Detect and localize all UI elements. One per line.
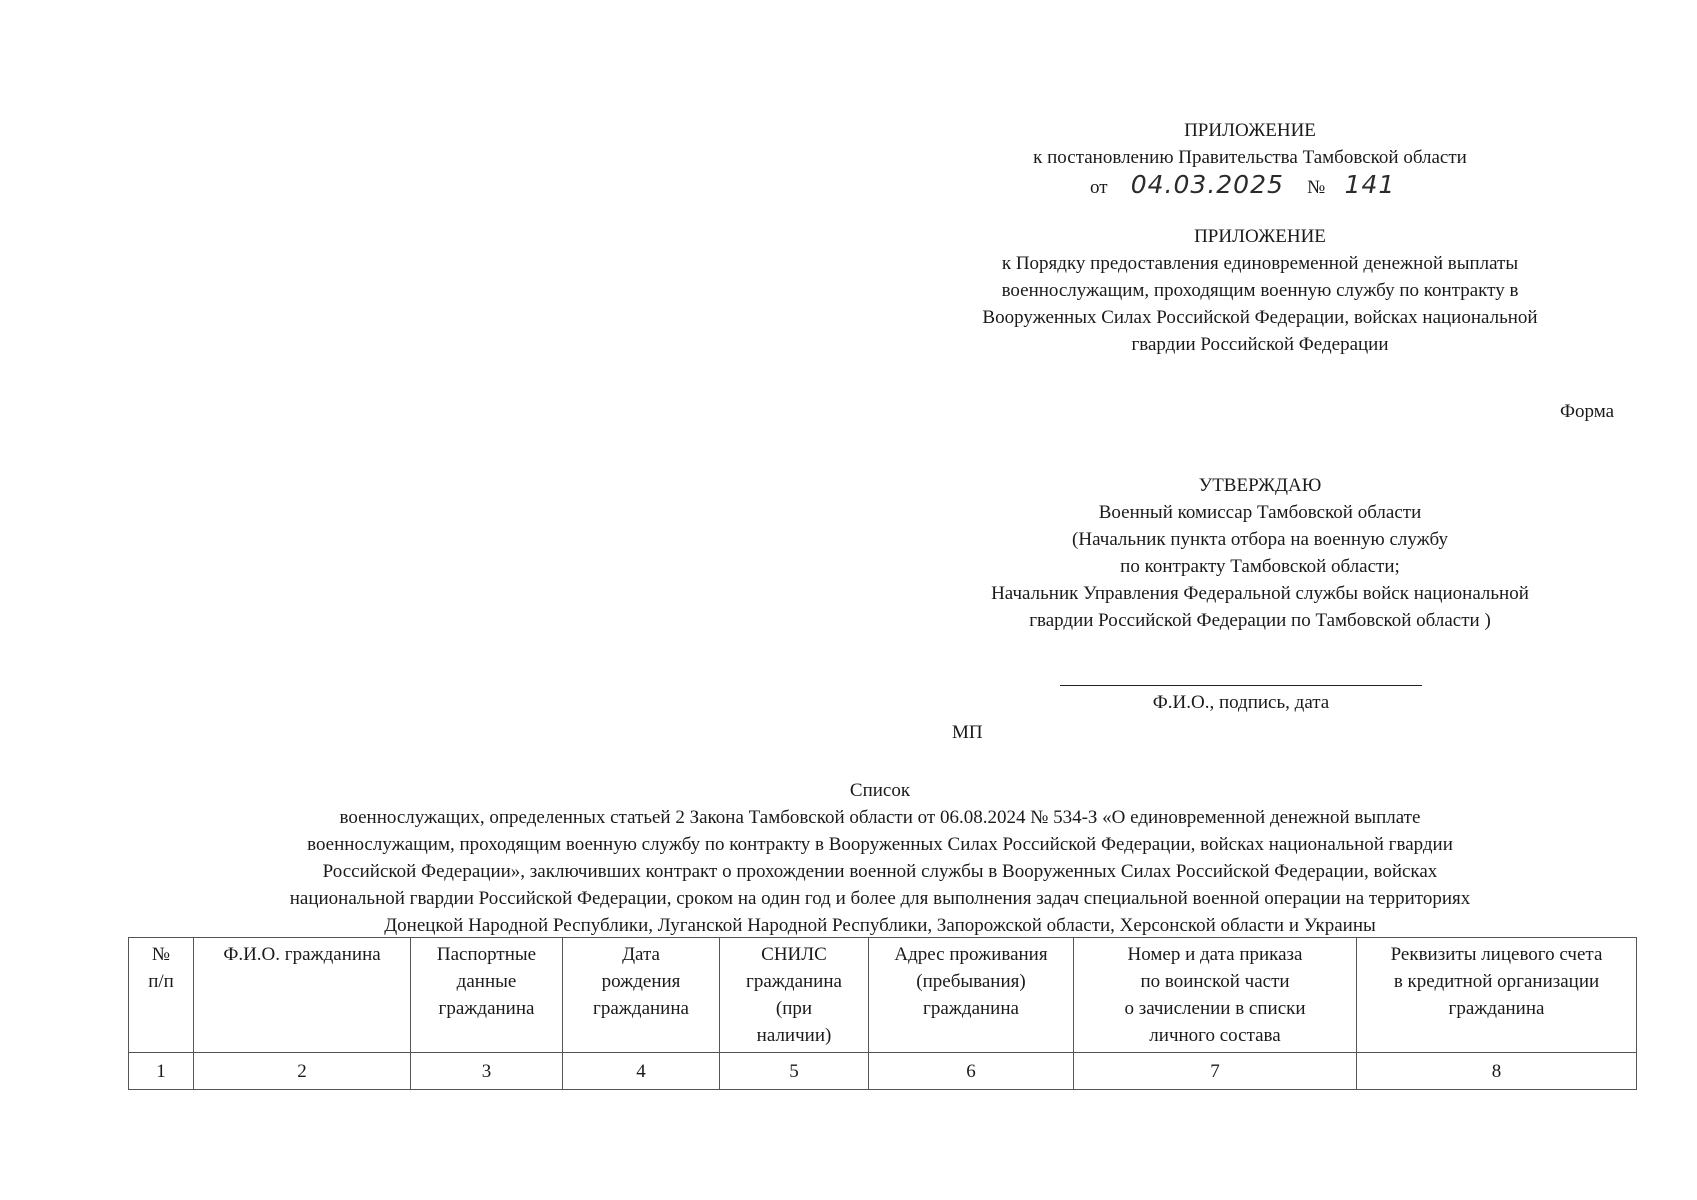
procedure-attachment-title: ПРИЛОЖЕНИЕ	[1194, 226, 1326, 247]
column-number-cell: 5	[720, 1053, 869, 1090]
list-description-line: Донецкой Народной Республики, Луганской Народной Республики, Запорожской области, Херсонской области и Украины	[384, 915, 1376, 936]
header-line: данные	[456, 971, 517, 992]
header-bank-account	[1357, 938, 1637, 1053]
header-line: СНИЛС	[761, 944, 827, 965]
decree-date-prefix: от	[1090, 177, 1108, 198]
header-line: рождения	[601, 971, 681, 992]
decree-number-sign: №	[1307, 177, 1326, 198]
header-full-name	[194, 938, 411, 1053]
procedure-attachment-block	[880, 223, 1640, 358]
header-line: гражданина	[746, 971, 842, 992]
header-line: п/п	[148, 971, 174, 992]
column-number-cell: 3	[411, 1053, 563, 1090]
column-number-cell: 4	[563, 1053, 720, 1090]
form-label: Форма	[1560, 401, 1615, 422]
column-number-cell: 7	[1074, 1053, 1357, 1090]
signature-line	[1060, 685, 1422, 686]
decree-reference-line: к постановлению Правительства Тамбовской области	[1033, 147, 1467, 168]
list-description-line: Российской Федерации», заключивших контракт о прохождении военной службы в Вооруженных Силах Российской Федерации, войсках	[322, 861, 1438, 882]
approval-block	[880, 472, 1640, 634]
servicemen-list-table	[128, 937, 1637, 1090]
seal-label: МП	[952, 722, 983, 743]
table-header-row	[129, 938, 1637, 1053]
procedure-line: Вооруженных Силах Российской Федерации, войсках национальной	[982, 307, 1538, 328]
header-line: гражданина	[438, 998, 535, 1019]
approval-line: Военный комиссар Тамбовской области	[1098, 502, 1422, 523]
list-description-line: военнослужащих, определенных статьей 2 Закона Тамбовской области от 06.08.2024 № 534-З «О единовременной денежной выплате	[339, 807, 1421, 828]
procedure-line: гвардии Российской Федерации	[1131, 334, 1389, 355]
column-number-cell: 8	[1357, 1053, 1637, 1090]
header-line: (при	[775, 998, 813, 1019]
list-description-line: военнослужащим, проходящим военную службу по контракту в Вооруженных Силах Российской Федерации, войсках национальной гвардии	[307, 834, 1453, 855]
approval-line: Начальник Управления Федеральной службы войск национальной	[991, 583, 1529, 604]
column-number-cell: 2	[194, 1053, 411, 1090]
header-address	[869, 938, 1074, 1053]
header-line: Ф.И.О. гражданина	[223, 944, 381, 965]
header-line: Паспортные	[436, 944, 537, 965]
header-line: Реквизиты лицевого счета	[1390, 944, 1603, 965]
decree-attachment-block	[960, 117, 1540, 201]
header-order	[1074, 938, 1357, 1053]
decree-date-handwritten: 04.03.2025	[1130, 170, 1284, 199]
list-description-line: национальной гвардии Российской Федерации, сроком на один год и более для выполнения задач специальной военной операции на территориях	[289, 888, 1471, 909]
header-line: в кредитной организации	[1393, 971, 1600, 992]
header-line: гражданина	[923, 998, 1019, 1019]
approval-line: (Начальник пункта отбора на военную службу	[1072, 529, 1448, 550]
table-row	[129, 1053, 1637, 1090]
decree-date-number-line	[960, 171, 1540, 201]
procedure-line: к Порядку предоставления единовременной денежной выплаты	[1001, 253, 1519, 274]
procedure-line: военнослужащим, проходящим военную службу по контракту в	[1001, 280, 1519, 301]
header-birth-date	[563, 938, 720, 1053]
approval-line: по контракту Тамбовской области;	[1120, 556, 1400, 577]
header-line: наличии)	[756, 1025, 832, 1046]
column-number-cell: 1	[129, 1053, 194, 1090]
header-snils	[720, 938, 869, 1053]
header-line: гражданина	[593, 998, 689, 1019]
list-title: Список	[849, 780, 911, 801]
decree-attachment-title: ПРИЛОЖЕНИЕ	[1184, 120, 1316, 141]
header-line: гражданина	[1448, 998, 1545, 1019]
header-line: (пребывания)	[916, 971, 1026, 992]
approval-title: УТВЕРЖДАЮ	[1198, 475, 1322, 496]
decree-number-handwritten: 141	[1344, 170, 1396, 199]
header-line: Адрес проживания	[894, 944, 1048, 965]
header-passport	[411, 938, 563, 1053]
approval-line: гвардии Российской Федерации по Тамбовской области )	[1029, 610, 1491, 631]
header-line: личного состава	[1149, 1025, 1281, 1046]
header-line: №	[151, 944, 171, 965]
header-line: Дата	[622, 944, 660, 965]
header-line: по воинской части	[1140, 971, 1290, 992]
header-line: Номер и дата приказа	[1127, 944, 1303, 965]
column-number-cell: 6	[869, 1053, 1074, 1090]
signature-caption: Ф.И.О., подпись, дата	[1152, 692, 1330, 713]
header-line: о зачислении в списки	[1124, 998, 1306, 1019]
list-title-block	[100, 777, 1660, 939]
header-row-number	[129, 938, 194, 1053]
